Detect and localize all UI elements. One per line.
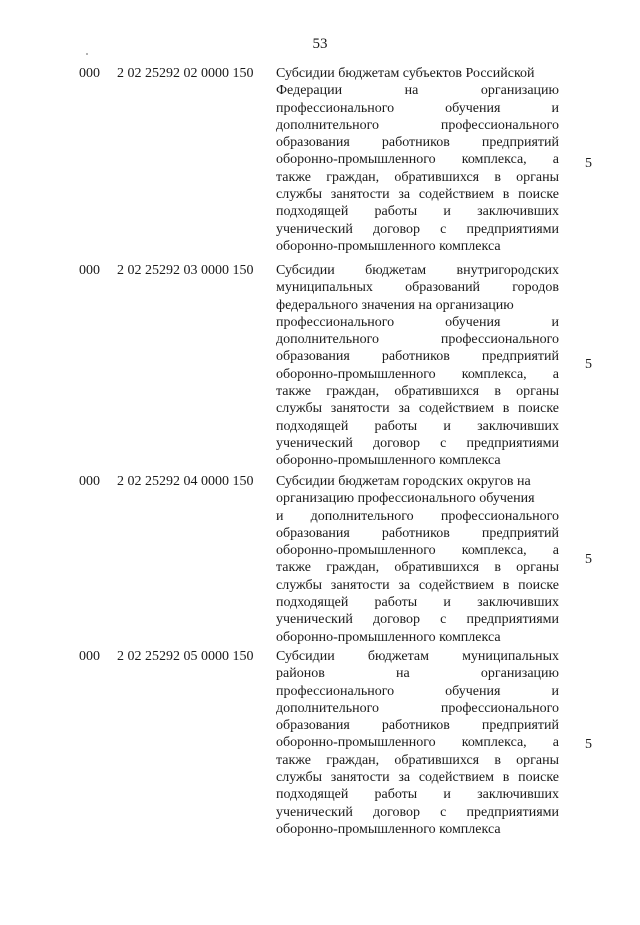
page-number: 53 xyxy=(312,36,328,52)
description-line: оборонно-промышленного комплекса, а xyxy=(276,543,559,559)
description-line: подходящей работы и заключивших xyxy=(276,595,559,611)
description-line: службы занятости за содействием в поиске xyxy=(276,770,559,786)
admin-code: 000 xyxy=(79,474,100,489)
row-amount: 5 xyxy=(585,156,592,171)
description-line: Субсидии бюджетам субъектов Российской xyxy=(276,66,535,81)
row-description xyxy=(276,648,559,838)
description-line: оборонно-промышленного комплекса, а xyxy=(276,366,559,382)
row-description xyxy=(276,262,559,470)
description-line: службы занятости за содействием в поиске xyxy=(276,401,559,417)
row-amount: 5 xyxy=(585,357,592,372)
description-line: оборонно-промышленного комплекса, а xyxy=(276,735,559,751)
description-line: и дополнительного профессионального xyxy=(276,508,559,524)
description-line: подходящей работы и заключивших xyxy=(276,787,559,803)
description-line: оборонно-промышленного комплекса xyxy=(276,629,501,645)
description-line: Федерации на организацию xyxy=(276,83,559,99)
description-line: ученический договор с предприятиями xyxy=(276,435,559,451)
description-line: образования работников предприятий xyxy=(276,718,559,734)
description-line: Субсидии бюджетам внутригородских xyxy=(276,263,559,278)
description-line: профессионального обучения и xyxy=(276,683,559,699)
description-line: федерального значения на организацию xyxy=(276,297,514,313)
description-line: дополнительного профессионального xyxy=(276,117,559,133)
description-line: оборонно-промышленного комплекса xyxy=(276,453,501,469)
description-line: также граждан, обратившихся в органы xyxy=(276,752,559,768)
description-line: дополнительного профессионального xyxy=(276,700,559,716)
description-line: ученический договор с предприятиями xyxy=(276,221,559,237)
budget-classification-code: 2 02 25292 03 0000 150 xyxy=(117,263,254,278)
description-line: профессионального обучения и xyxy=(276,314,559,330)
row-amount: 5 xyxy=(585,737,592,752)
budget-classification-code: 2 02 25292 05 0000 150 xyxy=(117,649,254,664)
row-amount: 5 xyxy=(585,552,592,567)
description-line: оборонно-промышленного комплекса xyxy=(276,238,501,254)
row-description xyxy=(276,473,559,646)
description-line: ученический договор с предприятиями xyxy=(276,804,559,820)
description-line: ученический договор с предприятиями xyxy=(276,612,559,628)
description-line: Субсидии бюджетам муниципальных xyxy=(276,649,559,664)
budget-classification-code: 2 02 25292 04 0000 150 xyxy=(117,474,254,489)
description-line: службы занятости за содействием в поиске xyxy=(276,577,559,593)
description-line: профессионального обучения и xyxy=(276,100,559,116)
admin-code: 000 xyxy=(79,649,100,664)
admin-code: 000 xyxy=(79,263,100,278)
description-line: образования работников предприятий xyxy=(276,135,559,151)
scan-speck xyxy=(86,53,88,55)
description-line: также граждан, обратившихся в органы xyxy=(276,384,559,400)
description-line: службы занятости за содействием в поиске xyxy=(276,187,559,203)
description-line: организацию профессионального обучения xyxy=(276,491,535,507)
description-line: оборонно-промышленного комплекса xyxy=(276,821,501,837)
admin-code: 000 xyxy=(79,66,100,81)
description-line: также граждан, обратившихся в органы xyxy=(276,169,559,185)
description-line: подходящей работы и заключивших xyxy=(276,204,559,220)
description-line: образования работников предприятий xyxy=(276,349,559,365)
description-line: также граждан, обратившихся в органы xyxy=(276,560,559,576)
description-line: Субсидии бюджетам городских округов на xyxy=(276,474,531,489)
description-line: муниципальных образований городов xyxy=(276,280,559,296)
budget-classification-code: 2 02 25292 02 0000 150 xyxy=(117,66,254,81)
description-line: дополнительного профессионального xyxy=(276,332,559,348)
description-line: образования работников предприятий xyxy=(276,525,559,541)
description-line: районов на организацию xyxy=(276,666,559,682)
description-line: подходящей работы и заключивших xyxy=(276,418,559,434)
row-description xyxy=(276,65,559,255)
description-line: оборонно-промышленного комплекса, а xyxy=(276,152,559,168)
